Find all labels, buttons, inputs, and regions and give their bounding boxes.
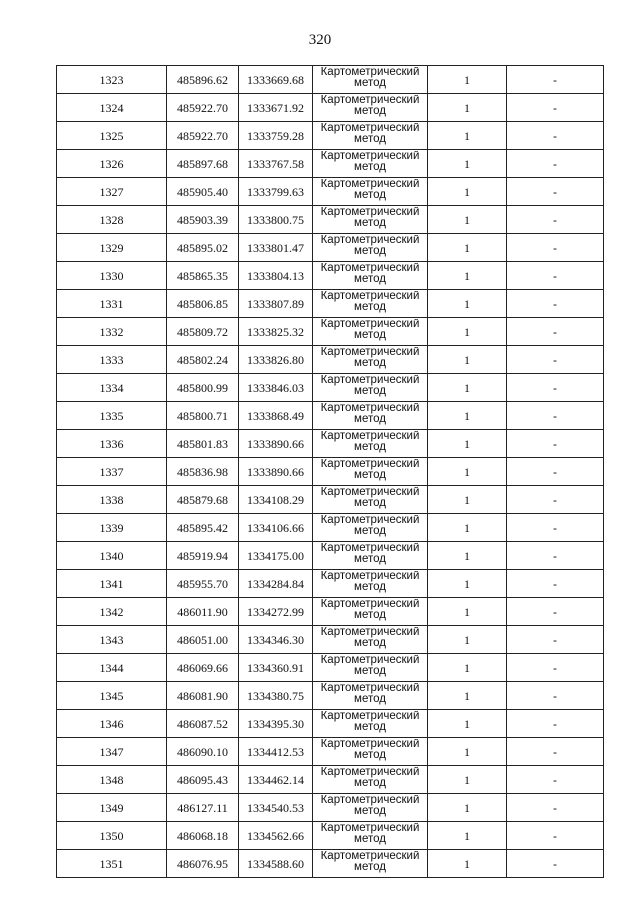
y-coordinate-cell: 1333807.89 [239, 290, 313, 318]
table-row [57, 94, 604, 122]
note-cell: - [507, 654, 604, 682]
table-row [57, 514, 604, 542]
note-cell: - [507, 66, 604, 94]
note-cell: - [507, 178, 604, 206]
method-cell [313, 150, 428, 178]
method-cell [313, 626, 428, 654]
note-cell: - [507, 402, 604, 430]
point-number-cell: 1328 [57, 206, 167, 234]
x-coordinate-cell: 485903.39 [167, 206, 239, 234]
table-row [57, 178, 604, 206]
y-coordinate-cell: 1334412.53 [239, 738, 313, 766]
method-label: Картометрический метод [320, 543, 420, 565]
accuracy-cell: 1 [428, 794, 507, 822]
note-cell: - [507, 318, 604, 346]
method-cell [313, 598, 428, 626]
x-coordinate-cell: 486087.52 [167, 710, 239, 738]
method-label: Картометрический метод [320, 123, 420, 145]
table-row [57, 430, 604, 458]
method-label: Картометрический метод [320, 347, 420, 369]
note-cell: - [507, 94, 604, 122]
y-coordinate-cell: 1334108.29 [239, 486, 313, 514]
method-label: Картометрический метод [320, 683, 420, 705]
y-coordinate-cell: 1334106.66 [239, 514, 313, 542]
x-coordinate-cell: 485922.70 [167, 122, 239, 150]
accuracy-cell: 1 [428, 654, 507, 682]
y-coordinate-cell: 1333868.49 [239, 402, 313, 430]
y-coordinate-cell: 1334540.53 [239, 794, 313, 822]
point-number-cell: 1325 [57, 122, 167, 150]
accuracy-cell: 1 [428, 374, 507, 402]
x-coordinate-cell: 485809.72 [167, 318, 239, 346]
method-cell [313, 94, 428, 122]
table-row [57, 150, 604, 178]
method-cell [313, 290, 428, 318]
x-coordinate-cell: 486069.66 [167, 654, 239, 682]
method-cell [313, 710, 428, 738]
note-cell: - [507, 682, 604, 710]
method-label: Картометрический метод [320, 515, 420, 537]
accuracy-cell: 1 [428, 234, 507, 262]
method-label: Картометрический метод [320, 375, 420, 397]
y-coordinate-cell: 1334360.91 [239, 654, 313, 682]
accuracy-cell: 1 [428, 626, 507, 654]
x-coordinate-cell: 485896.62 [167, 66, 239, 94]
x-coordinate-cell: 485897.68 [167, 150, 239, 178]
note-cell: - [507, 626, 604, 654]
table-row [57, 626, 604, 654]
note-cell: - [507, 710, 604, 738]
x-coordinate-cell: 486011.90 [167, 598, 239, 626]
table-row [57, 738, 604, 766]
y-coordinate-cell: 1333759.28 [239, 122, 313, 150]
table-row [57, 262, 604, 290]
method-label: Картометрический метод [320, 235, 420, 257]
method-label: Картометрический метод [320, 263, 420, 285]
x-coordinate-cell: 485836.98 [167, 458, 239, 486]
method-cell [313, 234, 428, 262]
y-coordinate-cell: 1333890.66 [239, 430, 313, 458]
accuracy-cell: 1 [428, 346, 507, 374]
method-label: Картометрический метод [320, 571, 420, 593]
method-cell [313, 318, 428, 346]
method-label: Картометрический метод [320, 767, 420, 789]
method-label: Картометрический метод [320, 459, 420, 481]
method-label: Картометрический метод [320, 739, 420, 761]
method-cell [313, 738, 428, 766]
accuracy-cell: 1 [428, 570, 507, 598]
accuracy-cell: 1 [428, 150, 507, 178]
point-number-cell: 1351 [57, 850, 167, 878]
table-row [57, 234, 604, 262]
x-coordinate-cell: 486127.11 [167, 794, 239, 822]
x-coordinate-cell: 485800.99 [167, 374, 239, 402]
table-row [57, 318, 604, 346]
table-row [57, 66, 604, 94]
x-coordinate-cell: 485905.40 [167, 178, 239, 206]
method-cell [313, 458, 428, 486]
method-label: Картометрический метод [320, 795, 420, 817]
note-cell: - [507, 542, 604, 570]
note-cell: - [507, 766, 604, 794]
point-number-cell: 1332 [57, 318, 167, 346]
x-coordinate-cell: 485922.70 [167, 94, 239, 122]
table-row [57, 570, 604, 598]
y-coordinate-cell: 1333846.03 [239, 374, 313, 402]
method-cell [313, 402, 428, 430]
accuracy-cell: 1 [428, 738, 507, 766]
x-coordinate-cell: 486095.43 [167, 766, 239, 794]
method-label: Картометрический метод [320, 599, 420, 621]
method-label: Картометрический метод [320, 823, 420, 845]
note-cell: - [507, 794, 604, 822]
accuracy-cell: 1 [428, 66, 507, 94]
method-cell [313, 430, 428, 458]
point-number-cell: 1333 [57, 346, 167, 374]
accuracy-cell: 1 [428, 318, 507, 346]
y-coordinate-cell: 1334380.75 [239, 682, 313, 710]
method-cell [313, 570, 428, 598]
point-number-cell: 1341 [57, 570, 167, 598]
point-number-cell: 1330 [57, 262, 167, 290]
method-cell [313, 486, 428, 514]
x-coordinate-cell: 485802.24 [167, 346, 239, 374]
y-coordinate-cell: 1333671.92 [239, 94, 313, 122]
point-number-cell: 1326 [57, 150, 167, 178]
accuracy-cell: 1 [428, 710, 507, 738]
method-label: Картометрический метод [320, 95, 420, 117]
method-label: Картометрический метод [320, 151, 420, 173]
method-cell [313, 122, 428, 150]
accuracy-cell: 1 [428, 122, 507, 150]
method-cell [313, 514, 428, 542]
method-label: Картометрический метод [320, 207, 420, 229]
x-coordinate-cell: 486068.18 [167, 822, 239, 850]
accuracy-cell: 1 [428, 822, 507, 850]
point-number-cell: 1335 [57, 402, 167, 430]
point-number-cell: 1347 [57, 738, 167, 766]
y-coordinate-cell: 1334175.00 [239, 542, 313, 570]
method-cell [313, 374, 428, 402]
y-coordinate-cell: 1334462.14 [239, 766, 313, 794]
x-coordinate-cell: 486076.95 [167, 850, 239, 878]
accuracy-cell: 1 [428, 178, 507, 206]
point-number-cell: 1338 [57, 486, 167, 514]
method-cell [313, 178, 428, 206]
x-coordinate-cell: 485806.85 [167, 290, 239, 318]
accuracy-cell: 1 [428, 94, 507, 122]
x-coordinate-cell: 485895.42 [167, 514, 239, 542]
method-cell [313, 206, 428, 234]
note-cell: - [507, 290, 604, 318]
point-number-cell: 1350 [57, 822, 167, 850]
y-coordinate-cell: 1333826.80 [239, 346, 313, 374]
x-coordinate-cell: 485919.94 [167, 542, 239, 570]
method-label: Картометрический метод [320, 67, 420, 89]
method-label: Картометрический метод [320, 627, 420, 649]
table-row [57, 458, 604, 486]
method-label: Картометрический метод [320, 431, 420, 453]
x-coordinate-cell: 486081.90 [167, 682, 239, 710]
y-coordinate-cell: 1333669.68 [239, 66, 313, 94]
note-cell: - [507, 850, 604, 878]
point-number-cell: 1324 [57, 94, 167, 122]
method-cell [313, 542, 428, 570]
x-coordinate-cell: 485955.70 [167, 570, 239, 598]
method-cell [313, 66, 428, 94]
note-cell: - [507, 150, 604, 178]
table-row [57, 850, 604, 878]
method-cell [313, 262, 428, 290]
y-coordinate-cell: 1333804.13 [239, 262, 313, 290]
point-number-cell: 1329 [57, 234, 167, 262]
x-coordinate-cell: 485865.35 [167, 262, 239, 290]
point-number-cell: 1339 [57, 514, 167, 542]
note-cell: - [507, 430, 604, 458]
x-coordinate-cell: 486090.10 [167, 738, 239, 766]
y-coordinate-cell: 1334562.66 [239, 822, 313, 850]
x-coordinate-cell: 485800.71 [167, 402, 239, 430]
method-label: Картометрический метод [320, 655, 420, 677]
x-coordinate-cell: 486051.00 [167, 626, 239, 654]
accuracy-cell: 1 [428, 598, 507, 626]
point-number-cell: 1344 [57, 654, 167, 682]
table-row [57, 402, 604, 430]
table-row [57, 710, 604, 738]
coordinates-table [56, 65, 604, 878]
point-number-cell: 1343 [57, 626, 167, 654]
table-row [57, 486, 604, 514]
point-number-cell: 1348 [57, 766, 167, 794]
note-cell: - [507, 206, 604, 234]
method-label: Картометрический метод [320, 403, 420, 425]
method-label: Картометрический метод [320, 711, 420, 733]
method-cell [313, 766, 428, 794]
method-label: Картометрический метод [320, 179, 420, 201]
note-cell: - [507, 374, 604, 402]
table-row [57, 654, 604, 682]
accuracy-cell: 1 [428, 290, 507, 318]
y-coordinate-cell: 1333767.58 [239, 150, 313, 178]
x-coordinate-cell: 485801.83 [167, 430, 239, 458]
x-coordinate-cell: 485895.02 [167, 234, 239, 262]
page-number: 320 [308, 32, 332, 48]
method-label: Картометрический метод [320, 851, 420, 873]
point-number-cell: 1334 [57, 374, 167, 402]
coordinates-table-body [57, 66, 604, 878]
y-coordinate-cell: 1333890.66 [239, 458, 313, 486]
point-number-cell: 1345 [57, 682, 167, 710]
table-row [57, 346, 604, 374]
table-row [57, 542, 604, 570]
note-cell: - [507, 514, 604, 542]
accuracy-cell: 1 [428, 542, 507, 570]
accuracy-cell: 1 [428, 486, 507, 514]
x-coordinate-cell: 485879.68 [167, 486, 239, 514]
method-cell [313, 850, 428, 878]
y-coordinate-cell: 1333825.32 [239, 318, 313, 346]
accuracy-cell: 1 [428, 458, 507, 486]
table-row [57, 374, 604, 402]
y-coordinate-cell: 1334272.99 [239, 598, 313, 626]
method-cell [313, 346, 428, 374]
accuracy-cell: 1 [428, 850, 507, 878]
note-cell: - [507, 486, 604, 514]
y-coordinate-cell: 1333801.47 [239, 234, 313, 262]
table-row [57, 598, 604, 626]
note-cell: - [507, 822, 604, 850]
method-cell [313, 654, 428, 682]
accuracy-cell: 1 [428, 430, 507, 458]
accuracy-cell: 1 [428, 262, 507, 290]
point-number-cell: 1323 [57, 66, 167, 94]
y-coordinate-cell: 1333799.63 [239, 178, 313, 206]
y-coordinate-cell: 1334346.30 [239, 626, 313, 654]
method-label: Картометрический метод [320, 487, 420, 509]
method-cell [313, 822, 428, 850]
y-coordinate-cell: 1333800.75 [239, 206, 313, 234]
note-cell: - [507, 738, 604, 766]
point-number-cell: 1349 [57, 794, 167, 822]
table-row [57, 766, 604, 794]
y-coordinate-cell: 1334395.30 [239, 710, 313, 738]
table-row [57, 682, 604, 710]
note-cell: - [507, 234, 604, 262]
table-row [57, 794, 604, 822]
point-number-cell: 1331 [57, 290, 167, 318]
y-coordinate-cell: 1334284.84 [239, 570, 313, 598]
table-row [57, 290, 604, 318]
y-coordinate-cell: 1334588.60 [239, 850, 313, 878]
accuracy-cell: 1 [428, 766, 507, 794]
note-cell: - [507, 570, 604, 598]
method-label: Картометрический метод [320, 291, 420, 313]
point-number-cell: 1336 [57, 430, 167, 458]
accuracy-cell: 1 [428, 514, 507, 542]
note-cell: - [507, 458, 604, 486]
note-cell: - [507, 262, 604, 290]
accuracy-cell: 1 [428, 402, 507, 430]
method-label: Картометрический метод [320, 319, 420, 341]
method-cell [313, 682, 428, 710]
accuracy-cell: 1 [428, 206, 507, 234]
note-cell: - [507, 122, 604, 150]
accuracy-cell: 1 [428, 682, 507, 710]
method-cell [313, 794, 428, 822]
point-number-cell: 1337 [57, 458, 167, 486]
point-number-cell: 1340 [57, 542, 167, 570]
note-cell: - [507, 598, 604, 626]
note-cell: - [507, 346, 604, 374]
table-row [57, 122, 604, 150]
table-row [57, 822, 604, 850]
point-number-cell: 1327 [57, 178, 167, 206]
table-row [57, 206, 604, 234]
point-number-cell: 1342 [57, 598, 167, 626]
point-number-cell: 1346 [57, 710, 167, 738]
